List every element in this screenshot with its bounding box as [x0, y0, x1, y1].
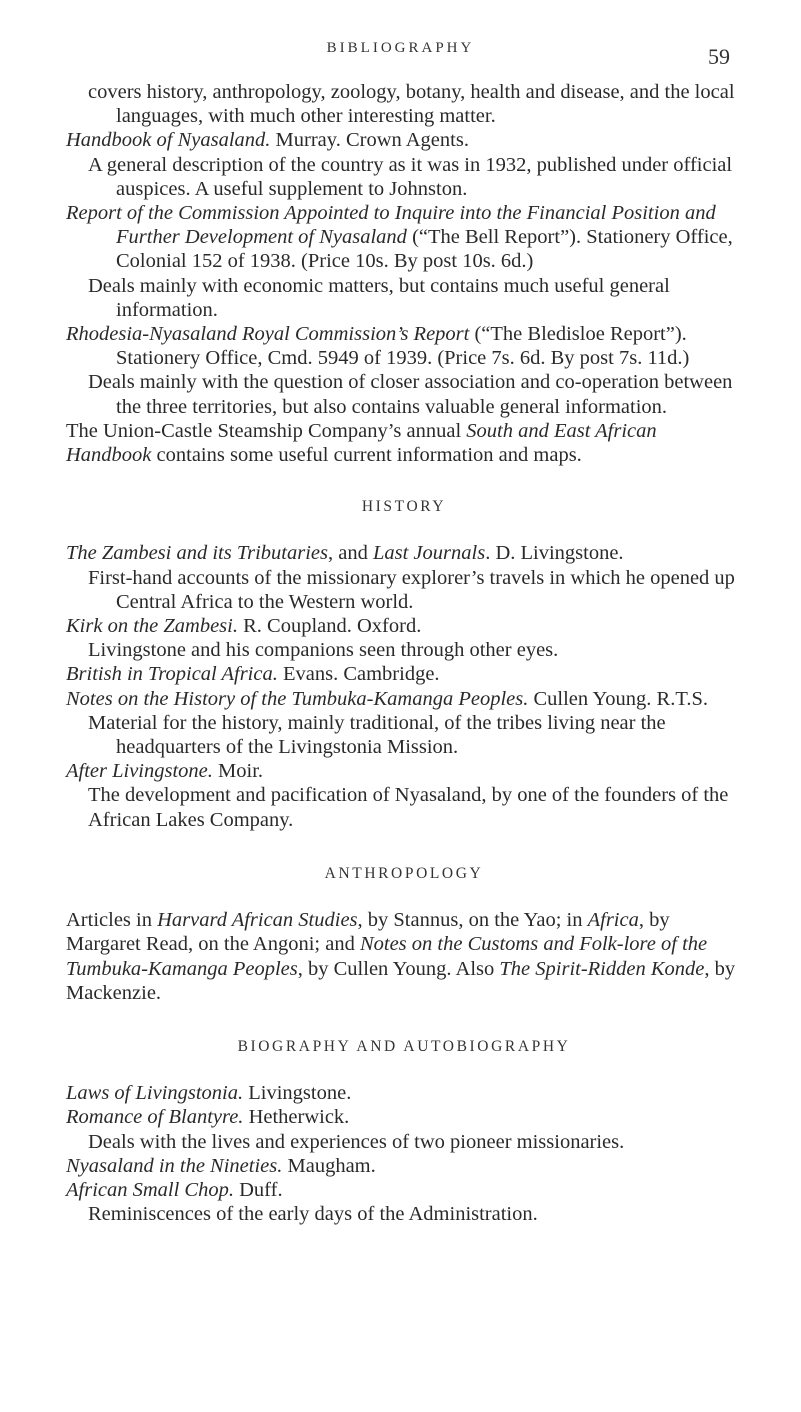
bib-entry — [66, 1081, 742, 1105]
entry-description: A general description of the country as it was in 1932, published under official auspices. A useful supplement to Johnston. — [88, 153, 733, 200]
entry-title: Rhodesia-Nyasaland Royal Commission’s Report — [66, 323, 470, 346]
entry-description: Deals mainly with the question of closer association and co-operation between the three territories, but also contains valuable general information. — [88, 371, 733, 418]
entry-title: Africa — [587, 909, 639, 932]
entry-meta: Hetherwick. — [243, 1106, 350, 1129]
entry-title: Harvard African Studies — [157, 909, 358, 932]
entry-description: Reminiscences of the early days of the Administration. — [88, 1203, 538, 1226]
entry-description: First-hand accounts of the missionary explorer’s travels in which he opened up Central Africa to the Western world. — [88, 566, 735, 613]
entry-title: Handbook of Nyasaland. — [66, 129, 271, 152]
entry-meta: Duff. — [233, 1178, 283, 1201]
entry-meta: Evans. Cambridge. — [277, 663, 440, 686]
entry-description: Deals mainly with economic matters, but contains much useful general information. — [88, 274, 670, 321]
entry-meta: . D. Livingstone. — [485, 542, 624, 565]
bib-entry — [66, 201, 742, 322]
entry-meta: Livingstone. — [243, 1082, 352, 1105]
bib-entry — [66, 614, 742, 662]
entry-title: South and East African Handbook — [66, 419, 657, 467]
entry-description: Deals with the lives and experiences of two pioneer missionaries. — [88, 1130, 625, 1153]
entry-title: Notes on the Customs and Folk-lore of the Tumbuka-Kamanga Peoples — [66, 933, 708, 980]
entry-title: Notes on the History of the Tumbuka-Kamanga Peoples. — [66, 687, 529, 710]
entry-meta: Maugham. — [282, 1154, 376, 1177]
entry-meta: Murray. Crown Agents. — [270, 129, 469, 152]
section-heading-history: HISTORY — [361, 498, 447, 516]
bib-entry — [66, 687, 742, 760]
entry-title: After Livingstone. — [66, 760, 213, 783]
entry-title: The Zambesi and its Tributaries — [66, 542, 328, 565]
running-head: BIBLIOGRAPHY — [326, 40, 475, 56]
bib-entry — [66, 662, 742, 686]
continued-description: covers history, anthropology, zoology, botany, health and disease, and the local languages, with much other interesting matter. — [88, 81, 735, 128]
bib-entry — [66, 128, 742, 201]
entry-title: African Small Chop. — [66, 1178, 234, 1201]
entry-title: Nyasaland in the Nineties. — [66, 1154, 283, 1177]
bib-entry — [66, 1154, 742, 1178]
entry-title: Romance of Blantyre. — [66, 1106, 244, 1129]
entry-description: Livingstone and his companions seen through other eyes. — [88, 639, 559, 662]
bib-entry — [66, 322, 742, 419]
entry-meta: (“The Bledisloe Report”). Stationery Office, Cmd. 5949 of 1939. (Price 7s. 6d. By post 7s. 11d.) — [116, 323, 690, 370]
page-number: 59 — [708, 44, 730, 69]
bib-entry: The Zambesi and its Tributaries, and Last Journals. D. Livingstone. First-hand accounts of the missionary explorer’s travels in which he opened up Central Africa to the Western world. — [66, 541, 742, 614]
entry-title: Laws of Livingstonia. — [66, 1082, 244, 1105]
section-heading-biography: BIOGRAPHY AND AUTOBIOGRAPHY — [237, 1037, 571, 1055]
union-castle-note: The Union-Castle Steamship Company’s annual South and East African Handbook contains some useful current information and maps. — [66, 419, 657, 467]
entry-title: Report of the Commission Appointed to Inquire into the Financial Position and Further Development of Nyasaland — [66, 202, 716, 249]
entry-title: The Spirit-Ridden Konde — [499, 957, 705, 980]
entry-description: Material for the history, mainly traditional, of the tribes living near the headquarters of the Livingstonia Mission. — [88, 711, 666, 759]
entry-title: Kirk on the Zambesi. — [66, 615, 238, 638]
bib-entry — [66, 1178, 742, 1226]
entry-meta: Moir. — [212, 760, 264, 783]
entry-meta: R. Coupland. Oxford. — [237, 615, 422, 638]
entry-meta: (“The Bell Report”). Stationery Office, Colonial 152 of 1938. (Price 10s. By post 10s. 6d.) — [116, 226, 733, 273]
page-content — [66, 80, 742, 1226]
bib-entry — [66, 759, 742, 832]
entry-title: Last Journals — [372, 542, 486, 565]
bib-entry — [66, 1105, 742, 1153]
entry-title: British in Tropical Africa. — [66, 663, 278, 686]
entry-meta: Cullen Young. R.T.S. — [528, 687, 708, 710]
entry-description: The development and pacification of Nyasaland, by one of the founders of the African Lakes Company. — [88, 784, 729, 831]
anthropology-paragraph: Articles in Harvard African Studies, by Stannus, on the Yao; in Africa, by Margaret Read, on the Angoni; and Notes on the Customs and Folk-lore of the Tumbuka-Kamanga Peoples, by Cullen Young. Also The Spirit-Ridden Konde, by Mackenzie. — [66, 909, 736, 1004]
section-heading-anthropology: ANTHROPOLOGY — [324, 864, 484, 882]
